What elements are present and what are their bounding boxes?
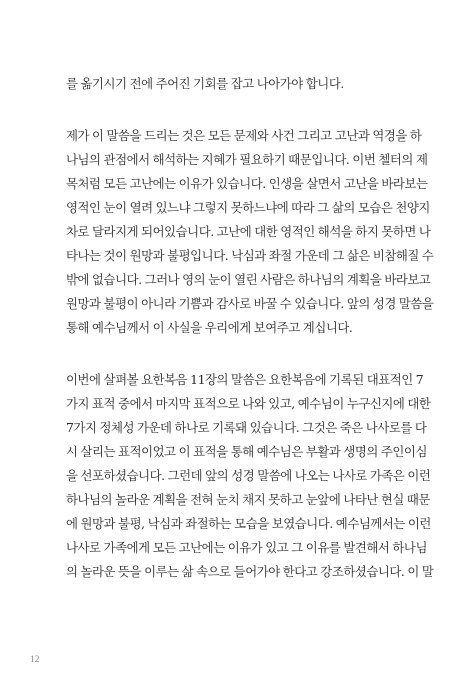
page-number: 12 xyxy=(30,655,40,665)
text-line: 의 놀라운 뜻을 이루는 삶 속으로 들어가야 한다고 강조하셨습니다. 이 말 xyxy=(66,564,434,579)
text-line: 밖에 없습니다. 그러나 영의 눈이 열린 사람은 하나님의 계획을 바라보고 xyxy=(66,272,431,287)
text-line: 나님의 관점에서 해석하는 지혜가 필요하기 때문입니다. 이번 첼터의 제 xyxy=(66,152,428,167)
text-line: 원망과 불평이 아니라 기쁨과 감사로 바꿀 수 있습니다. 앞의 성경 말씀을 xyxy=(66,296,434,311)
text-line: 나사로 가족에게 모든 고난에는 이유가 있고 그 이유를 발견해서 하나님 xyxy=(66,540,427,555)
text-line: 7가지 정체성 가운데 하나로 기록돼 있습니다. 그것은 죽은 나사로를 다 xyxy=(66,420,427,435)
text-line: 에 원망과 불평, 낙심과 좌절하는 모습을 보였습니다. 예수님께서는 이런 xyxy=(66,516,431,531)
text-line: 를 옮기시기 전에 주어진 기회를 잡고 나아가야 합니다. xyxy=(66,76,344,91)
text-line: 영적인 눈이 열려 있느냐 그렇지 못하느냐에 따라 그 삶의 모습은 천양지 xyxy=(66,200,430,215)
text-line: 통해 예수님께서 이 사실을 우리에게 보여주고 계십니다. xyxy=(66,320,353,335)
text-line: 가지 표적 중에서 마지막 표적으로 나와 있고, 예수님이 누구신지에 대한 xyxy=(66,396,431,411)
text-line: 이번에 살펴볼 요한복음 11장의 말씀은 요한복음에 기록된 대표적인 7 xyxy=(66,372,424,387)
text-line: 타나는 것이 원망과 불평입니다. 낙심과 좌절 가운데 그 삶은 비참해질 수 xyxy=(66,248,434,263)
text-line: 하나님의 놀라운 계획을 전혀 눈치 채지 못하고 눈앞에 나타난 현실 때문 xyxy=(66,492,430,507)
text-line: 목처럼 모든 고난에는 이유가 있습니다. 인생을 살면서 고난을 바라보는 xyxy=(66,176,428,191)
text-line: 을 선포하셨습니다. 그런데 앞의 성경 말씀에 나오는 나사로 가족은 이런 xyxy=(66,468,431,483)
text-line: 제가 이 말씀을 드리는 것은 모든 문제와 사건 그리고 고난과 역경을 하 xyxy=(66,128,422,143)
text-line: 차로 달라지게 되어있습니다. 고난에 대한 영적인 해석을 하지 못하면 나 xyxy=(66,224,431,239)
text-line: 시 살리는 표적이었고 이 표적을 통해 예수님은 부활과 생명의 주인이심 xyxy=(66,444,427,459)
